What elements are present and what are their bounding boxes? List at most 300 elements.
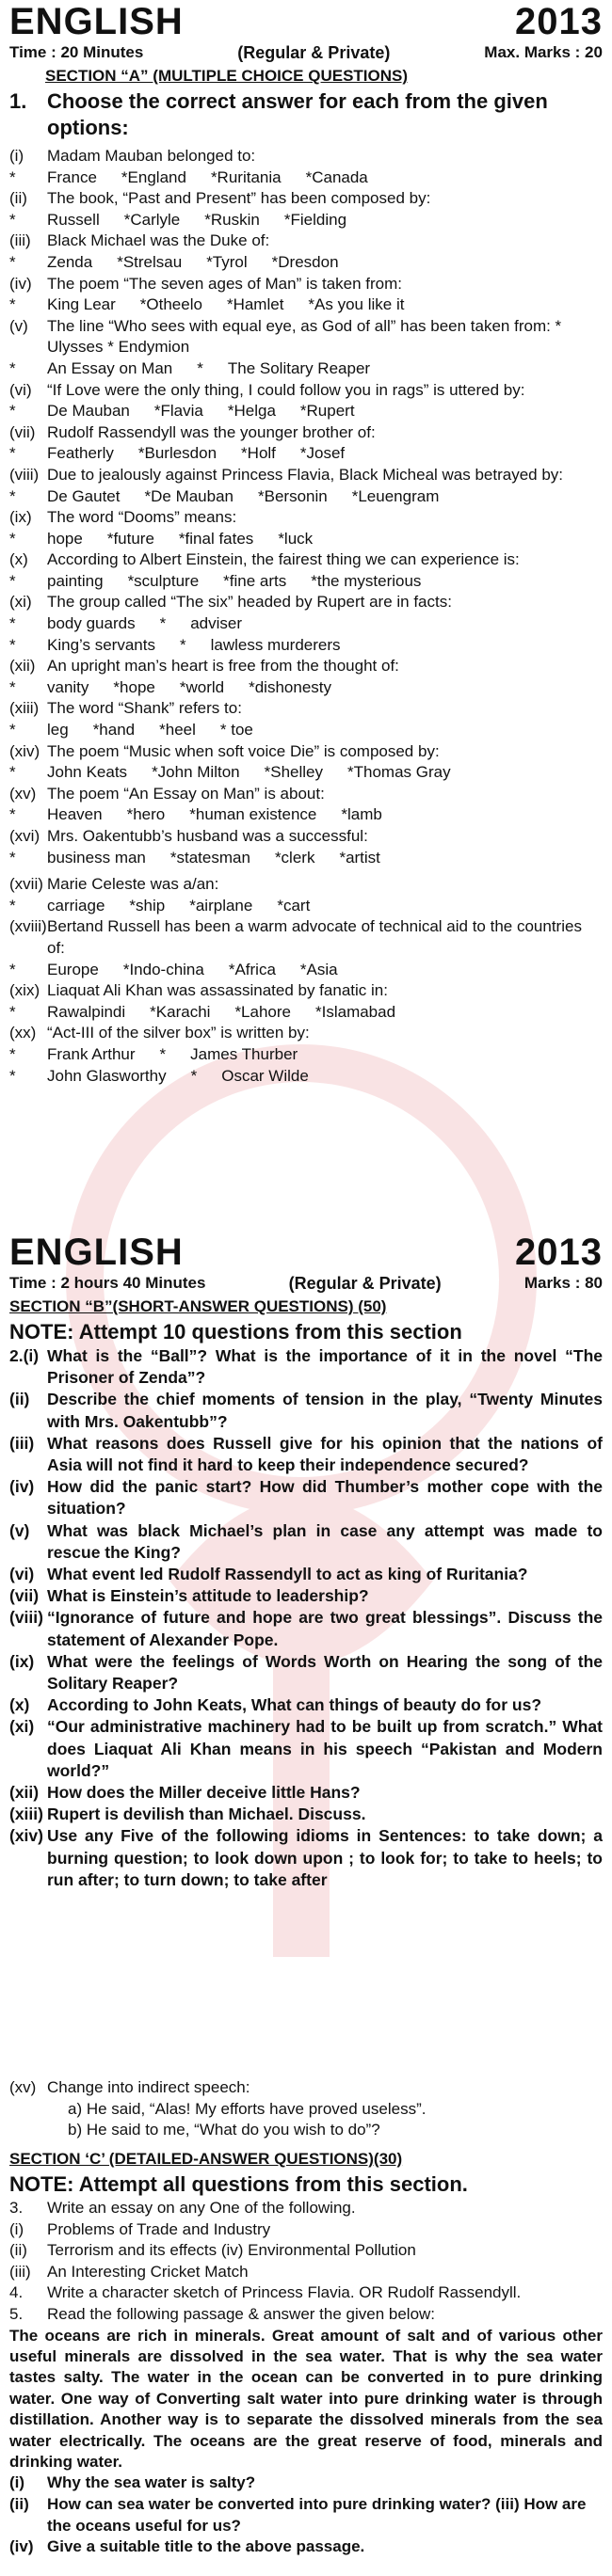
question-text: What is the “Ball”? What is the importance of it in the novel “The Prisoner of Zenda”?	[47, 1346, 603, 1388]
option: *Rupert	[299, 402, 355, 421]
option: Russell	[47, 210, 100, 229]
question-number: (iii)	[9, 1433, 35, 1453]
option: *hope	[113, 677, 155, 696]
option: France	[47, 167, 97, 186]
question-number: (vi)	[9, 380, 32, 399]
question-text: How can sea water be converted into pure drinking water? (iii) How are the oceans useful for us?	[47, 2495, 587, 2535]
option: adviser	[190, 614, 243, 633]
bullet: *	[9, 295, 16, 314]
question-text: What event led Rudolf Rassendyll to act as king of Ruritania?	[47, 1565, 528, 1584]
bullet: *	[9, 444, 16, 463]
option-row	[9, 1044, 603, 1066]
topic-number: (ii)	[9, 2241, 27, 2260]
section-c-heading: SECTION ‘C’ (DETAILED-ANSWER QUESTIONS)(30)	[9, 2150, 403, 2168]
option: *ship	[129, 896, 166, 914]
question-number: (xix)	[9, 981, 40, 1000]
question-text: “Our administrative machinery had to be built up from scratch.” What does Liaquat Ali Khan means in his speech “Pakistan and Modern world?”	[47, 1717, 603, 1780]
list-item	[9, 874, 603, 896]
option: An Essay on Man	[47, 358, 173, 377]
option-row	[9, 960, 603, 981]
question-number: (ii)	[9, 1390, 30, 1409]
section-c-note: NOTE: Attempt all questions from this section.	[9, 2172, 468, 2196]
question-number: (xv)	[9, 784, 37, 803]
question-text: Write a character sketch of Princess Flavia. OR Rudolf Rassendyll.	[47, 2283, 522, 2302]
question-number: (viii)	[9, 1608, 43, 1628]
paper2-header	[9, 1232, 603, 1345]
option: *final fates	[178, 529, 254, 548]
topic-text: Problems of Trade and Industry	[47, 2219, 271, 2238]
paper1-header	[9, 2, 603, 141]
option: Featherly	[47, 444, 114, 463]
list-item	[9, 1694, 603, 1716]
list-item	[9, 1520, 603, 1564]
topic-number: (iii)	[9, 2262, 31, 2281]
question-number: (iv)	[9, 2537, 34, 2556]
question-text: The line “Who sees with equal eye, as God of all” has been taken from: * Ulysses * Endymion	[47, 316, 562, 357]
option-row	[9, 804, 603, 826]
list-item	[9, 826, 603, 848]
option: *future	[106, 529, 154, 548]
question-number: (i)	[9, 2473, 25, 2492]
option: James Thurber	[190, 1044, 298, 1063]
option-row	[9, 1002, 603, 1024]
list-item	[9, 146, 603, 167]
question-text: Bertand Russell has been a warm advocate of technical aid to the countries of:	[47, 917, 582, 957]
option: *Karachi	[150, 1002, 211, 1021]
question-text: Marie Celeste was a/an:	[47, 875, 219, 894]
option: De Mauban	[47, 402, 130, 421]
option-list	[47, 443, 603, 465]
option-list	[47, 804, 603, 826]
option-list	[47, 848, 603, 869]
option-list	[47, 1066, 603, 1088]
option: *Ruritania	[210, 167, 282, 186]
list-item	[9, 1804, 603, 1825]
question-number: 3.	[9, 2199, 24, 2217]
option-row	[9, 848, 603, 869]
question-number: 5.	[9, 2304, 24, 2323]
list-item	[9, 2262, 603, 2283]
option: *world	[179, 677, 225, 696]
question-number: (xx)	[9, 1024, 37, 1042]
option-row	[9, 762, 603, 784]
question-text: Write an essay on any One of the following.	[47, 2199, 356, 2217]
option: Frank Arthur	[47, 1044, 136, 1063]
option: *	[190, 1066, 198, 1085]
option-row	[9, 635, 603, 657]
option: carriage	[47, 896, 105, 914]
question-number: (vii)	[9, 1586, 40, 1606]
question-text: Madam Mauban belonged to:	[47, 147, 256, 165]
option: *De Mauban	[144, 486, 234, 505]
option-list	[47, 1002, 603, 1024]
option: *Bersonin	[258, 486, 328, 505]
option: *Hamlet	[226, 295, 284, 314]
question-number: 4.	[9, 2283, 24, 2302]
option: *Dresdon	[271, 252, 339, 271]
option: *Helga	[227, 402, 276, 421]
option: *dishonesty	[249, 677, 331, 696]
option: *As you like it	[308, 295, 405, 314]
option: King’s servants	[47, 635, 155, 654]
option-row	[9, 358, 603, 380]
paper1-marks: Max. Marks : 20	[484, 43, 603, 61]
list-item	[9, 422, 603, 444]
bullet: *	[9, 358, 16, 377]
option-row	[9, 401, 603, 422]
bullet: *	[9, 677, 16, 696]
question-text: The poem “Music when soft voice Die” is composed by:	[47, 741, 440, 760]
indirect-speech-block	[9, 2077, 603, 2140]
option: De Gautet	[47, 486, 121, 505]
option-row	[9, 294, 603, 316]
list-item	[9, 592, 603, 613]
paper1-subject: ENGLISH	[9, 1, 184, 42]
option-list	[47, 401, 603, 422]
list-item	[9, 1585, 603, 1607]
passage-question-list	[9, 2473, 603, 2557]
question-text: What reasons does Russell give for his opinion that the nations of Asia will not find it hard to keep their independence secured?	[47, 1433, 603, 1475]
list-item	[9, 1782, 603, 1804]
list-item	[9, 2077, 603, 2099]
question-number: (ii)	[9, 2495, 29, 2513]
list-item	[9, 980, 603, 1002]
option: *England	[121, 167, 186, 186]
option: *lamb	[341, 805, 382, 824]
question-number: (xviii)	[9, 917, 47, 936]
list-item	[9, 507, 603, 529]
option: *sculpture	[127, 571, 200, 590]
option-list	[47, 677, 603, 699]
question-text: The book, “Past and Present” has been composed by:	[47, 189, 431, 208]
question-text: The poem “An Essay on Man” is about:	[47, 784, 325, 803]
question-number: (xiii)	[9, 1805, 43, 1824]
question-number: (ix)	[9, 1651, 35, 1671]
option: *Holf	[241, 444, 276, 463]
question-number: (xvii)	[9, 875, 43, 894]
list-item	[9, 1716, 603, 1782]
bullet: *	[9, 960, 16, 978]
question-text: The word “Dooms” means:	[47, 508, 237, 527]
question-number: 2.(i)	[9, 1346, 40, 1365]
option-list	[47, 252, 603, 274]
list-item	[9, 784, 603, 805]
question-number: (iii)	[9, 231, 31, 250]
question-text: According to Albert Einstein, the fairest thing we can experience is:	[47, 550, 520, 569]
list-item	[9, 274, 603, 295]
list-item	[9, 2473, 603, 2494]
paper1-year: 2013	[515, 1, 603, 42]
section-c	[9, 2147, 603, 2558]
option: *Thomas Gray	[347, 763, 451, 782]
list-item	[9, 549, 603, 571]
question-text: Read the following passage & answer the given below:	[47, 2304, 436, 2323]
section-b-heading: SECTION “B”(SHORT-ANSWER QUESTIONS) (50)	[9, 1297, 387, 1315]
list-item	[9, 316, 603, 358]
question-text: Black Michael was the Duke of:	[47, 231, 270, 250]
question-text: How does the Miller deceive little Hans?	[47, 1783, 361, 1803]
list-item	[9, 1651, 603, 1694]
question-text: “If Love were the only thing, I could follow you in rags” is uttered by:	[47, 380, 525, 399]
section-b-note: NOTE: Attempt 10 questions from this section	[9, 1320, 462, 1344]
option: *Fielding	[283, 210, 347, 229]
list-item	[9, 1023, 603, 1044]
question-number: (xii)	[9, 1783, 40, 1803]
option: *Canada	[305, 167, 368, 186]
question-text: What were the feelings of Words Worth on Hearing the song of the Solitary Reaper?	[47, 1651, 603, 1693]
option-row	[9, 677, 603, 699]
bullet: *	[9, 635, 16, 654]
list-item	[9, 1389, 603, 1432]
question-text: Change into indirect speech:	[47, 2078, 250, 2096]
option: *	[159, 1044, 167, 1063]
option: body guards	[47, 614, 136, 633]
list-item	[9, 231, 603, 252]
question-text: “Act-III of the silver box” is written by:	[47, 1024, 310, 1042]
question-text: What was black Michael’s plan in case any attempt was made to rescue the King?	[47, 1520, 603, 1562]
option: *Africa	[228, 960, 276, 978]
question-text: According to John Keats, What can things of beauty do for us?	[47, 1695, 542, 1715]
option: Rawalpindi	[47, 1002, 126, 1021]
option: *Leuengram	[351, 486, 440, 505]
bullet: *	[9, 486, 16, 505]
option-row	[9, 443, 603, 465]
question-number: (x)	[9, 550, 28, 569]
question-number: (iv)	[9, 1477, 35, 1497]
option-row	[9, 167, 603, 189]
question-number: (v)	[9, 316, 28, 335]
option-list	[47, 635, 603, 657]
paper2-time: Time : 2 hours 40 Minutes	[9, 1274, 206, 1292]
question-number: (iv)	[9, 274, 32, 293]
question-text: Describe the chief moments of tension in the play, “Twenty Minutes with Mrs. Oakentubb”?	[47, 1390, 603, 1431]
option: *Indo-china	[122, 960, 204, 978]
question-text: Rupert is devilish than Michael. Discuss.	[47, 1805, 366, 1824]
question-number: (xi)	[9, 593, 32, 612]
option: Zenda	[47, 252, 93, 271]
topic-text: Terrorism and its effects (iv) Environmental Pollution	[47, 2241, 416, 2260]
option-list	[47, 1044, 603, 1066]
question-text: The poem “The seven ages of Man” is taken from:	[47, 274, 403, 293]
bullet: *	[9, 763, 16, 782]
question-text: Give a suitable title to the above passage.	[47, 2537, 365, 2556]
option: hope	[47, 529, 83, 548]
option-list	[47, 294, 603, 316]
option: *Lahore	[234, 1002, 291, 1021]
list-item	[9, 2536, 603, 2558]
question-text: An upright man’s heart is free from the thought of:	[47, 657, 399, 676]
option: *John Milton	[152, 763, 240, 782]
list-item	[9, 1345, 603, 1389]
paper2-marks: Marks : 80	[523, 1274, 603, 1292]
list-item	[9, 2198, 603, 2219]
option-row	[9, 252, 603, 274]
bullet: *	[9, 252, 16, 271]
option: Oscar Wilde	[221, 1066, 309, 1085]
question-text: Use any Five of the following idioms in Sentences: to take down; a burning question; to look down upon ; to look for; to take to heels; to run after; to turn down; to take after	[47, 1826, 603, 1889]
option: * toe	[219, 721, 253, 739]
question-number: (viii)	[9, 465, 40, 484]
option: *heel	[159, 721, 196, 739]
paper1-type: (Regular & Private)	[237, 43, 391, 62]
option-list	[47, 210, 603, 231]
option: *Tyrol	[206, 252, 248, 271]
bullet: *	[9, 402, 16, 421]
option-list	[47, 358, 603, 380]
option-list	[47, 571, 603, 593]
option: *Asia	[299, 960, 338, 978]
list-item	[9, 465, 603, 486]
question-text: The word “Shank” refers to:	[47, 699, 242, 718]
option-row	[9, 896, 603, 917]
option: business man	[47, 848, 146, 867]
option: leg	[47, 721, 69, 739]
option: *	[179, 635, 186, 654]
bullet: *	[9, 848, 16, 867]
list-item	[9, 1433, 603, 1476]
option: *Burlesdon	[137, 444, 217, 463]
option-list	[47, 529, 603, 550]
list-item	[9, 2219, 603, 2241]
question-number: (i)	[9, 147, 24, 165]
option: *Islamabad	[315, 1002, 396, 1021]
option: *Shelley	[264, 763, 323, 782]
option-row	[9, 613, 603, 635]
option: *Josef	[299, 444, 346, 463]
question-text: “Ignorance of future and hope are two great blessings”. Discuss the statement of Alexander Pope.	[47, 1608, 603, 1649]
option: The Solitary Reaper	[227, 358, 371, 377]
bullet: *	[9, 1002, 16, 1021]
list-item	[9, 2494, 603, 2536]
question-number: (xv)	[9, 2078, 37, 2096]
option: *luck	[278, 529, 314, 548]
option: John Glasworthy	[47, 1066, 167, 1085]
list-item	[9, 1476, 603, 1519]
question-text: What is Einstein’s attitude to leadership?	[47, 1586, 369, 1606]
option: *Carlyle	[123, 210, 181, 229]
question-number: (xi)	[9, 1717, 35, 1737]
list-item	[9, 698, 603, 720]
instruction-text: Choose the correct answer for each from the given options:	[47, 89, 548, 139]
question-text: Due to jealously against Princess Flavia, Black Micheal was betrayed by:	[47, 465, 564, 484]
option: *airplane	[189, 896, 253, 914]
bullet: *	[9, 571, 16, 590]
option: *clerk	[274, 848, 315, 867]
option-row	[9, 210, 603, 231]
reading-passage: The oceans are rich in minerals. Great amount of salt and of various other useful minerals are dissolved in the sea water. That is why the sea water tastes salty. The water in the ocean can be converted in to pure drinking water. One way of Converting salt water into pure drinking water is through distillation. Another way is to separate the dissolved minerals from the sea water electrically. The oceans are the great reserve of food, minerals and drinking water.	[9, 2326, 603, 2471]
bullet: *	[9, 167, 16, 186]
list-item	[9, 741, 603, 763]
question-number: (ix)	[9, 508, 32, 527]
question-number: (x)	[9, 1695, 30, 1715]
question-number: (xiv)	[9, 741, 40, 760]
question-number: (xii)	[9, 657, 36, 676]
option-list	[47, 486, 603, 508]
option: painting	[47, 571, 104, 590]
list-item	[9, 2282, 603, 2304]
option: *Otheelo	[139, 295, 202, 314]
option: *fine arts	[223, 571, 287, 590]
option: *Strelsau	[117, 252, 183, 271]
option: *Ruskin	[204, 210, 260, 229]
question-text: How did the panic start? How did Thumber’s mother cope with the situation?	[47, 1477, 603, 1519]
option-list	[47, 613, 603, 635]
bullet: *	[9, 210, 16, 229]
question-text: Why the sea water is salty?	[47, 2473, 256, 2492]
bullet: *	[9, 721, 16, 739]
short-question-list	[9, 1345, 603, 1891]
question-text: Rudolf Rassendyll was the younger brother of:	[47, 422, 376, 441]
list-item	[9, 2304, 603, 2326]
essay-topic-list	[9, 2219, 603, 2283]
option: *Flavia	[153, 402, 203, 421]
list-item	[9, 916, 603, 959]
option: *cart	[277, 896, 311, 914]
option: *	[197, 358, 203, 377]
indirect-speech-b: b) He said to me, “What do you wish to do”?	[68, 2120, 380, 2139]
bullet: *	[9, 896, 16, 914]
option-row	[9, 486, 603, 508]
option-list	[47, 896, 603, 917]
option: *human existence	[189, 805, 317, 824]
topic-number: (i)	[9, 2219, 24, 2238]
indirect-speech-a: a) He said, “Alas! My efforts have proved useless”.	[68, 2099, 427, 2118]
option: Europe	[47, 960, 99, 978]
option-row	[9, 1066, 603, 1088]
bullet: *	[9, 529, 16, 548]
question-number: (xvi)	[9, 827, 40, 845]
bullet: *	[9, 1066, 16, 1085]
topic-text: An Interesting Cricket Match	[47, 2262, 249, 2281]
mcq-list	[9, 146, 603, 1087]
bullet: *	[9, 614, 16, 633]
list-item	[9, 1564, 603, 1585]
list-item	[9, 188, 603, 210]
option-list	[47, 720, 603, 741]
question-number: (vi)	[9, 1565, 35, 1584]
section-a-heading: SECTION “A” (MULTIPLE CHOICE QUESTIONS)	[45, 67, 409, 85]
list-item	[9, 2240, 603, 2262]
instruction-number: 1.	[9, 89, 27, 113]
option: *hand	[92, 721, 136, 739]
question-number: (vii)	[9, 422, 36, 441]
option: John Keats	[47, 763, 128, 782]
option: *	[159, 614, 167, 633]
question-text: Mrs. Oakentubb’s husband was a successful:	[47, 827, 368, 845]
question-number: (xiv)	[9, 1826, 43, 1846]
question-text: Liaquat Ali Khan was assassinated by fanatic in:	[47, 981, 388, 1000]
paper2-year: 2013	[515, 1232, 603, 1273]
paper2-type: (Regular & Private)	[288, 1274, 442, 1293]
question-number: (ii)	[9, 189, 27, 208]
option: *hero	[126, 805, 166, 824]
option: vanity	[47, 677, 89, 696]
option: *the mysterious	[311, 571, 422, 590]
option-list	[47, 960, 603, 981]
question-number: (v)	[9, 1520, 30, 1540]
bullet: *	[9, 1044, 16, 1063]
paper1-time: Time : 20 Minutes	[9, 43, 144, 61]
question-number: (xiii)	[9, 699, 40, 718]
option: lawless murderers	[210, 635, 341, 654]
option-list	[47, 762, 603, 784]
instruction-row	[9, 88, 603, 141]
list-item	[9, 1825, 603, 1891]
list-item	[9, 656, 603, 677]
option-row	[9, 529, 603, 550]
bullet: *	[9, 805, 16, 824]
list-item	[9, 380, 603, 402]
